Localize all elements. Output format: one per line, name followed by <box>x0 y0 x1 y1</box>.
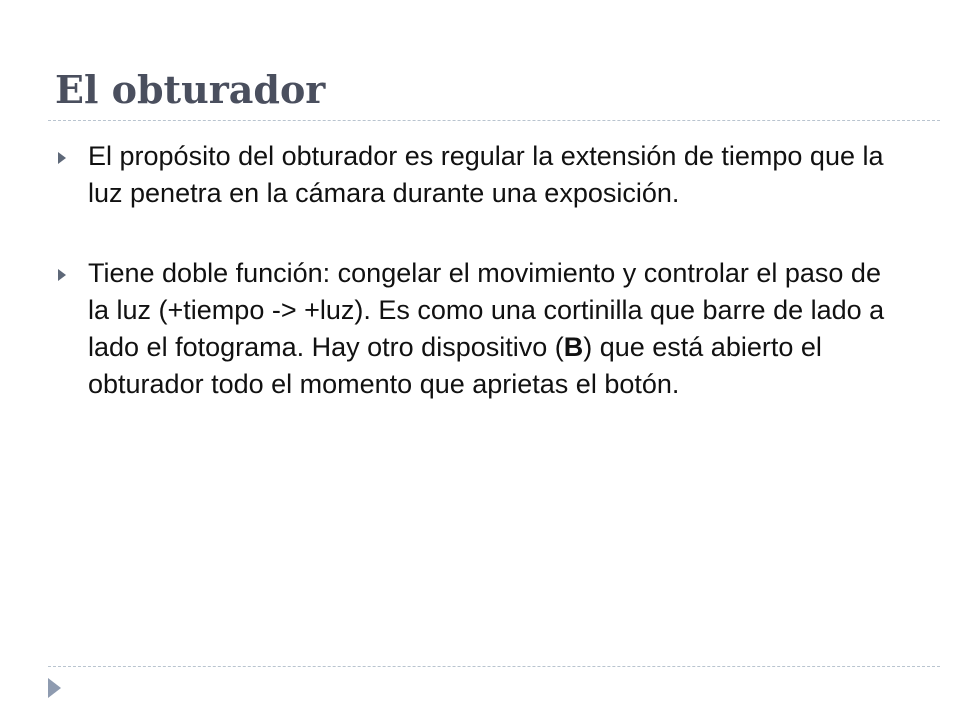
slide-title: El obturador <box>55 67 326 112</box>
triangle-nav-icon <box>48 678 61 698</box>
title-divider <box>48 120 940 121</box>
bullet-text: El propósito del obturador es regular la extensión de tiempo que la luz penetra en la cámara durante una exposición. <box>88 141 884 208</box>
bullet-list <box>58 138 908 403</box>
triangle-bullet-icon <box>58 269 66 281</box>
bulb-mode-label: B <box>563 332 584 362</box>
bullet-text <box>88 258 884 399</box>
footer-divider <box>48 666 940 667</box>
bullet-text-after: ) que está abierto el obturador todo el momento que aprietas el botón. <box>88 332 822 399</box>
bullet-item-purpose <box>58 138 908 212</box>
bullet-item-function <box>58 255 908 403</box>
bullet-text-before: Tiene doble función: congelar el movimiento y controlar el paso de la luz (+tiempo -> +luz). Es como una cortinilla que barre de lado a lado el fotograma. Hay otro dispositivo ( <box>88 258 885 362</box>
triangle-bullet-icon <box>58 152 66 164</box>
